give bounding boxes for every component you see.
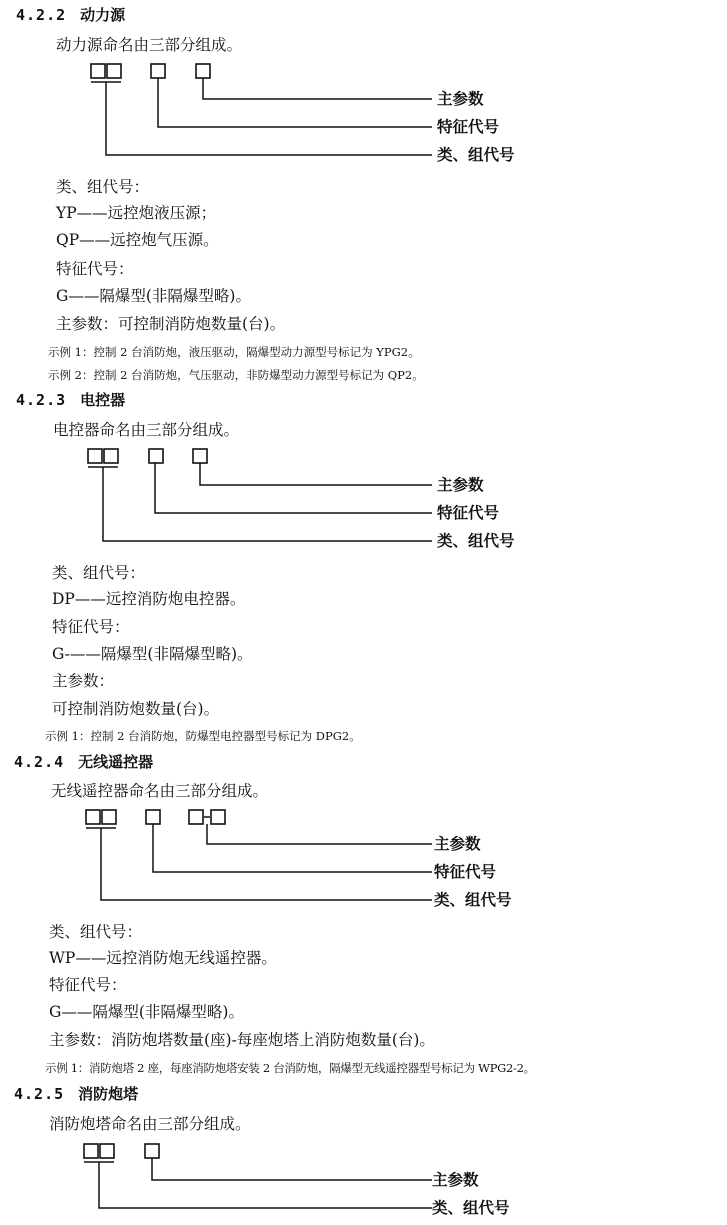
section-number: 4.2.5 [14,1085,65,1103]
label-main-param: 主参数 [437,475,484,494]
intro-text: 动力源命名由三部分组成。 [56,36,243,54]
example-text: 示例 1：控制 2 台消防炮，液压驱动，隔爆型动力源型号标记为 YPG2。 [48,345,420,359]
code-box [84,1144,98,1158]
label-feature-code: 特征代号 [434,862,497,881]
body-line: 特征代号： [52,618,130,636]
connector-line [99,1162,432,1208]
section-title: 消防炮塔 [78,1085,139,1103]
body-line: G——隔爆型(非隔爆型略)。 [49,1003,244,1021]
intro-text: 无线遥控器命名由三部分组成。 [51,782,269,800]
section-title: 电控器 [80,391,126,409]
body-line: YP——远控炮液压源； [56,204,217,222]
section-title: 无线遥控器 [78,753,154,771]
body-line: 主参数：消防炮塔数量(座)-每座炮塔上消防炮数量(台)。 [49,1031,435,1049]
body-line: 类、组代号： [49,923,143,941]
label-main-param: 主参数 [434,834,481,853]
body-line: 特征代号： [56,260,134,278]
body-line: 类、组代号： [56,178,150,196]
example-text: 示例 1：控制 2 台消防炮，防爆型电控器型号标记为 DPG2。 [45,729,361,743]
body-line: WP——远控消防炮无线遥控器。 [49,949,277,967]
connector-line [152,1158,432,1180]
code-box [145,1144,159,1158]
body-line: 主参数： [52,672,115,690]
intro-text: 消防炮塔命名由三部分组成。 [49,1115,251,1133]
example-text: 示例 1：消防炮塔 2 座，每座消防炮塔安装 2 台消防炮，隔爆型无线遥控器型号标记为 WPG2-2。 [45,1061,535,1075]
body-line: 特征代号： [49,976,127,994]
label-feature-code: 特征代号 [437,503,500,522]
body-line: G——隔爆型(非隔爆型略)。 [56,287,251,305]
example-text: 示例 2：控制 2 台消防炮，气压驱动，非防爆型动力源型号标记为 QP2。 [48,368,424,382]
body-line: 主参数：可控制消防炮数量(台)。 [56,315,286,333]
section-number: 4.2.3 [16,391,67,409]
intro-text: 电控器命名由三部分组成。 [53,421,240,439]
label-class-code: 类、组代号 [437,145,515,164]
body-line: G-——隔爆型(非隔爆型略)。 [52,645,253,663]
body-line: 类、组代号： [52,564,146,582]
body-line: QP——远控炮气压源。 [56,231,219,249]
label-feature-code: 特征代号 [437,117,500,136]
section-number: 4.2.4 [14,753,65,771]
label-class-code: 类、组代号 [432,1198,510,1217]
code-box [100,1144,114,1158]
section-title: 动力源 [80,6,126,24]
section-number: 4.2.2 [16,6,67,24]
body-line: 可控制消防炮数量(台)。 [52,700,220,718]
label-main-param: 主参数 [437,89,484,108]
label-class-code: 类、组代号 [434,890,512,909]
label-main-param: 主参数 [432,1170,479,1189]
label-class-code: 类、组代号 [437,531,515,550]
body-line: DP——远控消防炮电控器。 [52,590,246,608]
